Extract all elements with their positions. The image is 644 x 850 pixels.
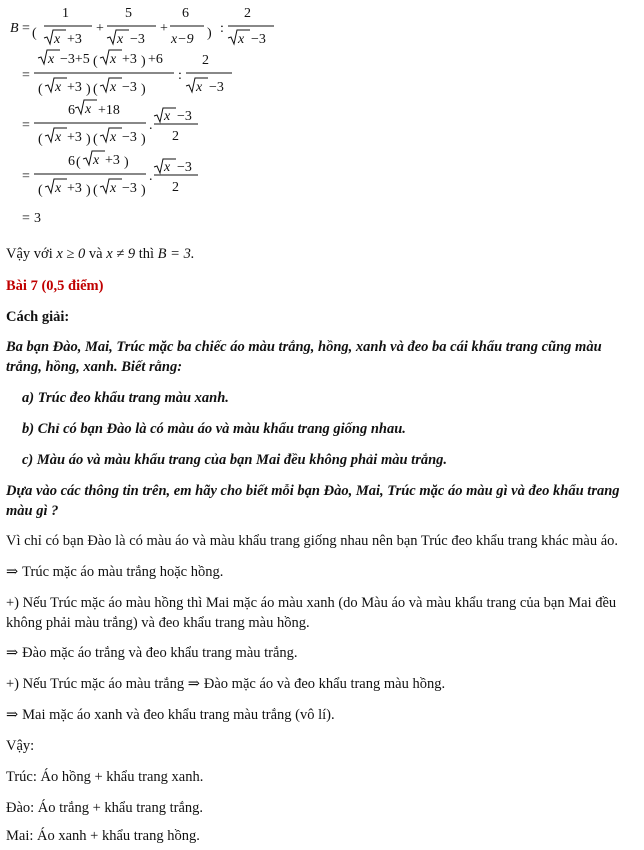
step2-coef: 6: [68, 103, 75, 118]
term-minus3: −3: [209, 80, 224, 95]
paren-right: ): [86, 183, 91, 198]
term1-numerator: 1: [62, 6, 69, 21]
solution-text: Đào mặc áo trắng và đeo khẩu trang màu trắng.: [22, 645, 298, 661]
dot-multiply: .: [149, 169, 153, 184]
paren-left: (: [93, 183, 98, 198]
clue-a: a) Trúc đeo khẩu trang màu xanh.: [22, 390, 229, 406]
solution-text: +) Nếu Trúc mặc áo màu trắng: [6, 676, 185, 692]
conclusion-then: thì: [138, 246, 155, 262]
var-x: x: [238, 32, 245, 47]
paren-left: (: [76, 155, 81, 170]
clue-c: c) Màu áo và màu khẩu trang của bạn Mai đều không phải màu trắng.: [22, 452, 448, 468]
conclusion-and: và: [88, 246, 103, 262]
var-x: x: [117, 32, 124, 47]
paren-left: (: [93, 82, 98, 97]
paren-right: ): [141, 132, 146, 147]
answer-dao: Đào: Áo trắng + khẩu trang trắng.: [6, 800, 204, 816]
step1-numerator-b: +6: [148, 52, 163, 67]
equals-sign: =: [22, 21, 30, 36]
term-plus3: +3: [67, 130, 82, 145]
term-minus3: −3: [130, 32, 145, 47]
equals-sign: =: [22, 169, 30, 184]
paren-left: (: [38, 132, 43, 147]
var-x: x: [196, 80, 203, 95]
step3-coef: 6: [68, 154, 75, 169]
divisor-numerator: 2: [202, 53, 209, 68]
term3-numerator: 6: [182, 6, 189, 21]
paren-left: (: [93, 54, 98, 69]
solution-text: Trúc mặc áo màu trắng hoặc hồng.: [22, 564, 224, 580]
conclusion-result: B = 3.: [157, 246, 195, 262]
method-heading: Cách giải:: [6, 309, 70, 325]
paren-right: ): [141, 54, 146, 69]
solution-line-4: [6, 643, 636, 663]
implies-arrow-icon: ⇒: [187, 676, 200, 692]
term-minus3: −3: [122, 181, 137, 196]
term-plus3: +3: [67, 80, 82, 95]
solution-line-3: +) Nếu Trúc mặc áo màu hồng thì Mai mặc áo màu xanh (do Màu áo và màu khẩu trang của bạn Mai đều không phải màu trắng) và đeo khẩu trang màu hồng.: [6, 595, 617, 631]
colon-divide: :: [178, 68, 182, 83]
lhs-b: B: [10, 21, 19, 36]
term-plus3: +3: [105, 153, 120, 168]
answer-truc: Trúc: Áo hồng + khẩu trang xanh.: [6, 769, 204, 785]
term-plus3: +3: [67, 32, 82, 47]
solution-text: Đào mặc áo và đeo khẩu trang màu hồng.: [203, 676, 446, 692]
condition-1: x ≥ 0: [56, 246, 86, 262]
divisor-numerator: 2: [244, 6, 251, 21]
implies-arrow-icon: ⇒: [6, 564, 19, 580]
var-x: x: [55, 181, 62, 196]
solution-line-7: Vậy:: [6, 738, 35, 754]
conclusion-line: [6, 244, 636, 264]
term-minus3: −3: [251, 32, 266, 47]
equals-sign: =: [22, 68, 30, 83]
conclusion-text: Vậy với: [6, 246, 53, 262]
var-x: x: [164, 160, 171, 175]
term2-numerator: 5: [125, 6, 132, 21]
paren-left: (: [38, 82, 43, 97]
derivation-svg: [8, 0, 308, 228]
paren-right: ): [124, 155, 129, 170]
answer-mai: Mai: Áo xanh + khẩu trang hồng.: [6, 828, 200, 844]
var-x: x: [164, 109, 171, 124]
term-minus3: −3: [122, 130, 137, 145]
solution-line-1: Vì chỉ có bạn Đào là có màu áo và màu khẩu trang giống nhau nên bạn Trúc đeo khẩu trang khác màu áo.: [6, 533, 619, 549]
term-minus3: −3: [177, 160, 192, 175]
result-value: 3: [34, 211, 41, 226]
step2-numerator-b: +18: [98, 103, 120, 118]
divisor-numerator: 2: [172, 180, 179, 195]
implies-arrow-icon: ⇒: [6, 707, 19, 723]
var-x: x: [110, 181, 117, 196]
var-x: x: [48, 52, 55, 67]
var-x: x: [93, 153, 100, 168]
divisor-numerator: 2: [172, 129, 179, 144]
var-x: x: [110, 80, 117, 95]
var-x: x: [55, 130, 62, 145]
big-left-paren: (: [32, 26, 37, 41]
var-x: x: [54, 32, 61, 47]
solution-text: Mai mặc áo xanh và đeo khẩu trang màu trắng (vô lí).: [22, 707, 335, 723]
var-x: x: [55, 80, 62, 95]
big-right-paren: ): [207, 26, 212, 41]
paren-right: ): [86, 82, 91, 97]
problem-question: Dựa vào các thông tin trên, em hãy cho biết mỗi bạn Đào, Mai, Trúc mặc áo màu gì và đeo khẩu trang màu gì ?: [6, 483, 620, 519]
var-x: x: [110, 52, 117, 67]
math-derivation: [8, 0, 308, 228]
plus-sign: +: [160, 21, 168, 36]
clue-b: b) Chỉ có bạn Đào là có màu áo và màu khẩu trang giống nhau.: [22, 421, 406, 437]
term-minus3: −3: [177, 109, 192, 124]
term3-denominator: x−9: [171, 32, 194, 47]
paren-left: (: [38, 183, 43, 198]
term-plus3: +3: [67, 181, 82, 196]
term-minus3: −3: [122, 80, 137, 95]
paren-right: ): [141, 183, 146, 198]
colon-divide: :: [220, 21, 224, 36]
problem-statement: Ba bạn Đào, Mai, Trúc mặc ba chiếc áo màu trắng, hồng, xanh và đeo ba cái khẩu trang cũng màu trắng, hồng, xanh. Biết rằng:: [6, 339, 602, 375]
solution-line-5: [6, 674, 636, 694]
equals-sign: =: [22, 118, 30, 133]
implies-arrow-icon: ⇒: [6, 645, 19, 661]
paren-left: (: [93, 132, 98, 147]
solution-line-2: [6, 562, 636, 582]
paren-right: ): [86, 132, 91, 147]
condition-2: x ≠ 9: [106, 246, 136, 262]
var-x: x: [110, 130, 117, 145]
step1-numerator: −3+5: [60, 52, 90, 67]
term-plus3: +3: [122, 52, 137, 67]
dot-multiply: .: [149, 118, 153, 133]
equals-sign: =: [22, 211, 30, 226]
paren-right: ): [141, 82, 146, 97]
problem-title: Bài 7 (0,5 điểm): [6, 278, 104, 294]
var-x: x: [85, 102, 92, 117]
plus-sign: +: [96, 21, 104, 36]
solution-line-6: [6, 705, 636, 725]
